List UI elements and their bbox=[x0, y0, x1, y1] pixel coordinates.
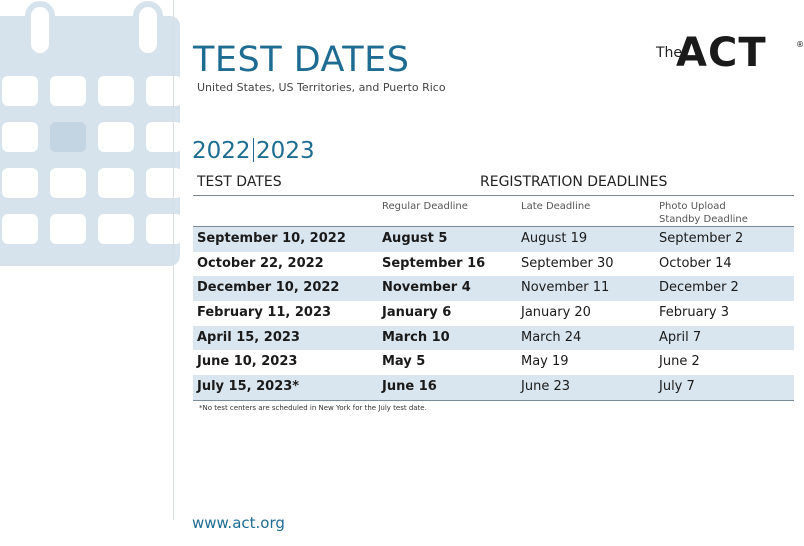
table-row bbox=[193, 276, 794, 301]
test-date-cell: October 22, 2022 bbox=[197, 255, 324, 271]
standby-deadline-cell: October 14 bbox=[659, 255, 732, 271]
table-top-rule bbox=[193, 195, 794, 196]
calendar-illustration bbox=[0, 0, 175, 270]
year-second: 2023 bbox=[256, 138, 315, 164]
column-header-standby-line2: Standby Deadline bbox=[659, 214, 748, 225]
standby-deadline-cell: April 7 bbox=[659, 329, 702, 345]
logo-the-text: The bbox=[656, 45, 683, 61]
test-date-cell: September 10, 2022 bbox=[197, 231, 346, 246]
column-header-late: Late Deadline bbox=[521, 201, 591, 212]
table-row bbox=[193, 252, 794, 277]
school-year bbox=[192, 138, 315, 164]
page-subtitle: United States, US Territories, and Puerto Rico bbox=[197, 81, 446, 94]
website-link[interactable]: www.act.org bbox=[192, 514, 285, 532]
table-row bbox=[193, 227, 794, 252]
test-date-cell: June 10, 2023 bbox=[197, 354, 298, 370]
table-row bbox=[193, 375, 794, 400]
table-row bbox=[193, 301, 794, 326]
test-dates-header: TEST DATES bbox=[197, 174, 282, 190]
test-date-cell: December 10, 2022 bbox=[197, 280, 340, 296]
page-title: TEST DATES bbox=[193, 40, 410, 80]
late-deadline-cell: January 20 bbox=[521, 305, 591, 321]
table-row bbox=[193, 350, 794, 375]
standby-deadline-cell: June 2 bbox=[659, 354, 700, 370]
test-date-cell: February 11, 2023 bbox=[197, 305, 332, 321]
regular-deadline-cell: September 16 bbox=[382, 255, 486, 271]
regular-deadline-cell: November 4 bbox=[382, 280, 471, 296]
late-deadline-cell: June 23 bbox=[521, 379, 570, 395]
year-separator bbox=[253, 138, 255, 162]
logo-act-text: ACT bbox=[676, 30, 767, 76]
standby-deadline-cell: July 7 bbox=[659, 379, 695, 395]
standby-deadline-cell: September 2 bbox=[659, 231, 744, 246]
test-date-cell: July 15, 2023* bbox=[197, 379, 300, 395]
regular-deadline-cell: May 5 bbox=[382, 354, 426, 370]
test-dates-table bbox=[193, 227, 794, 400]
column-header-standby-line1: Photo Upload bbox=[659, 201, 726, 212]
late-deadline-cell: August 19 bbox=[521, 231, 588, 246]
footnote: *No test centers are scheduled in New York for the July test date. bbox=[199, 404, 427, 412]
late-deadline-cell: May 19 bbox=[521, 354, 569, 370]
regular-deadline-cell: June 16 bbox=[382, 379, 437, 395]
table-row bbox=[193, 326, 794, 351]
standby-deadline-cell: February 3 bbox=[659, 305, 730, 321]
registration-deadlines-header: REGISTRATION DEADLINES bbox=[480, 174, 668, 190]
regular-deadline-cell: August 5 bbox=[382, 231, 448, 246]
logo-registered-mark: ® bbox=[796, 40, 804, 49]
regular-deadline-cell: January 6 bbox=[382, 305, 452, 321]
late-deadline-cell: November 11 bbox=[521, 280, 610, 296]
column-header-regular: Regular Deadline bbox=[382, 201, 468, 212]
test-date-cell: April 15, 2023 bbox=[197, 329, 300, 345]
standby-deadline-cell: December 2 bbox=[659, 280, 739, 296]
late-deadline-cell: September 30 bbox=[521, 255, 614, 271]
regular-deadline-cell: March 10 bbox=[382, 329, 450, 345]
table-bottom-rule bbox=[193, 400, 794, 401]
year-first: 2022 bbox=[192, 138, 251, 164]
vertical-divider bbox=[173, 0, 174, 520]
late-deadline-cell: March 24 bbox=[521, 329, 582, 345]
column-header-standby bbox=[659, 200, 748, 226]
